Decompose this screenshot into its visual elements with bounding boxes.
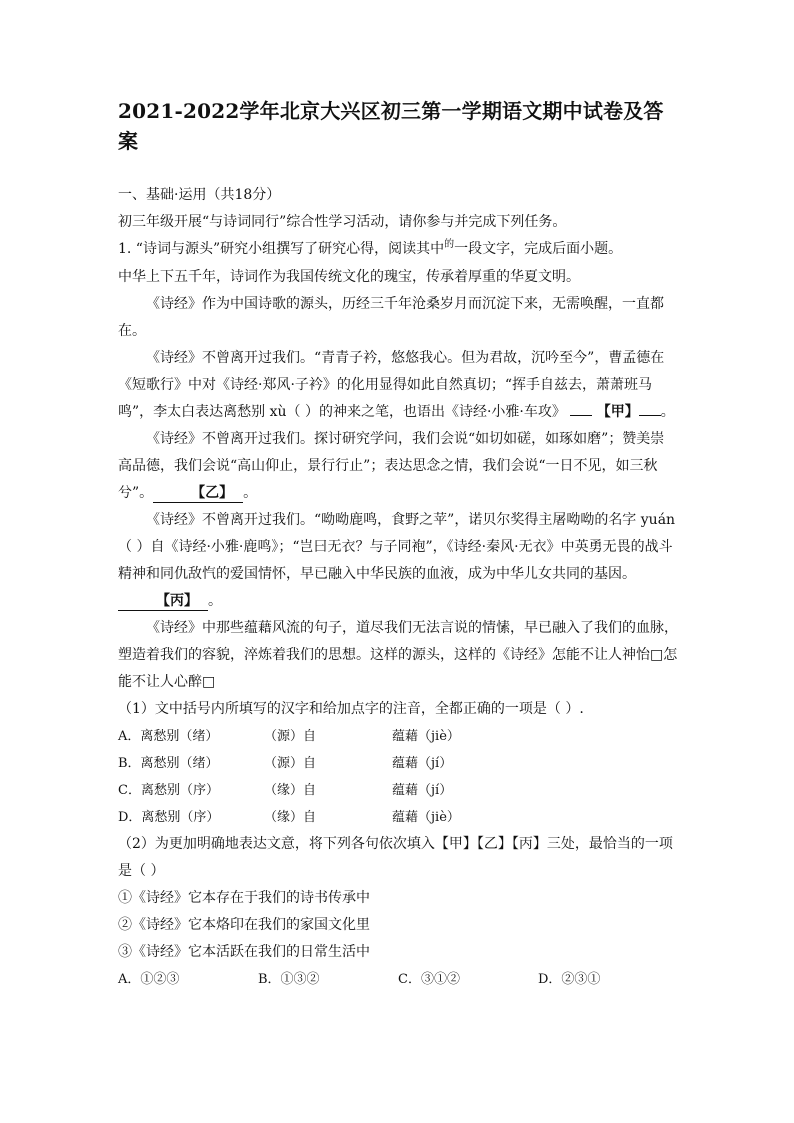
- section-intro: 初三年级开展“与诗词同行”综合性学习活动，请你参与并完成下列任务。: [118, 214, 567, 230]
- passage-paragraph-3: [118, 426, 678, 507]
- passage-paragraph-2: [118, 345, 678, 426]
- period: 。: [660, 404, 675, 420]
- option-row[interactable]: [118, 777, 678, 804]
- option-c-part1: C．离愁别（序）: [118, 783, 219, 798]
- sentence-3: ③《诗经》它本活跃在我们的日常生活中: [118, 944, 370, 960]
- page-title: 2021-2022学年北京大兴区初三第一学期语文期中试卷及答案: [118, 99, 664, 153]
- passage-paragraph-5: 《诗经》中那些蕴藉风流的句子，道尽我们无法言说的情愫，早已融入了我们的血脉，塑造着我们的容貌，淬炼着我们的思想。这样的源头，这样的《诗经》怎能不让人神怡□怎能不让人心醉□: [118, 620, 678, 690]
- stem-text: 1. “诗词与源头”研究小组撰写了研究心得，阅读其中: [118, 241, 445, 257]
- paragraph-text: 《诗经》不曾离开过我们。“青青子衿，悠悠我心。但为君故，沉吟至今”，曹孟德在《短歌行》中对《诗经·郑风·子衿》的化用显得如此自然真切；“挥手自兹去，萧萧班马鸣”，李太白表达离愁别 xù（ ）的神来之笔，也语出《诗经·小雅·车攻》: [118, 350, 665, 420]
- option-a-part2: （源）自: [264, 729, 317, 744]
- sub-question-1-options: [118, 723, 678, 831]
- blank-line: [639, 415, 661, 416]
- sub-question-1: （1）文中括号内所填写的汉字和给加点字的注音，全都正确的一项是（ ）.: [118, 701, 584, 717]
- option-d-part2: （缘）自: [264, 810, 317, 825]
- option-row[interactable]: [118, 750, 678, 777]
- paragraph-text: 《诗经》不曾离开过我们。“呦呦鹿鸣，食野之苹”，诺贝尔奖得主屠呦呦的名字 yuán（ ）自《诗经·小雅·鹿鸣》；“岂曰无衣？与子同袍”，《诗经·秦风·无衣》中英勇无畏的战斗精神和同仇敌忾的爱国情怀，早已融入中华民族的血液，成为中华儿女共同的基因。: [118, 512, 676, 582]
- exam-page: [118, 96, 678, 993]
- stem-text-end: 一段文字，完成后面小题。: [454, 241, 623, 257]
- period: 。: [208, 593, 222, 609]
- option-c-part3: 蕴藉（jí）: [392, 783, 453, 798]
- option-c-part2: （缘）自: [264, 783, 317, 798]
- question-1-stem: [118, 236, 678, 264]
- sentence-1: ①《诗经》它本存在于我们的诗书传承中: [118, 890, 370, 906]
- stem-superscript: 的: [444, 239, 455, 250]
- option-b-part3: 蕴藉（jí）: [392, 756, 453, 771]
- option-d-part1: D．离愁别（序）: [118, 810, 220, 825]
- option-b-part1: B．离愁别（绪）: [118, 756, 219, 771]
- passage-line-1: 中华上下五千年，诗词作为我国传统文化的瑰宝，传承着厚重的华夏文明。: [118, 269, 580, 285]
- passage-paragraph-4: [118, 507, 678, 615]
- answer-b[interactable]: B．①③②: [258, 972, 320, 987]
- section-heading: 一、基础·运用（共18分）: [118, 187, 281, 203]
- sub-question-2-answers: [118, 966, 678, 993]
- passage-paragraph-1: 《诗经》作为中国诗歌的源头，历经三千年沧桑岁月而沉淀下来，无需唤醒，一直都在。: [118, 296, 664, 339]
- sentence-2: ②《诗经》它本烙印在我们的家国文化里: [118, 917, 370, 933]
- blank-jia: 【甲】: [596, 404, 639, 420]
- answer-a[interactable]: A．①②③: [118, 972, 180, 987]
- answer-c[interactable]: C．③①②: [398, 972, 460, 987]
- option-d-part3: 蕴藉（jiè）: [392, 810, 460, 825]
- option-b-part2: （源）自: [264, 756, 317, 771]
- sub-question-2: （2）为更加明确地表达文意，将下列各句依次填入【甲】【乙】【丙】三处，最恰当的一项是（ ）: [118, 836, 673, 879]
- blank-yi: [153, 484, 243, 503]
- blank-bing-label: 【丙】: [156, 593, 198, 609]
- period: 。: [243, 485, 258, 501]
- option-row[interactable]: [118, 804, 678, 831]
- option-row[interactable]: [118, 723, 678, 750]
- option-a-part3: 蕴藉（jiè）: [392, 729, 460, 744]
- option-a-part1: A．离愁别（绪）: [118, 729, 219, 744]
- paragraph-text: 《诗经》不曾离开过我们。探讨研究学问，我们会说“如切如磋，如琢如磨”；赞美崇高品德，我们会说“高山仰止，景行行止”；表达思念之情，我们会说“一日不见，如三秋兮”。: [118, 431, 665, 501]
- blank-yi-label: 【乙】: [191, 485, 234, 501]
- answer-d[interactable]: D．②③①: [538, 972, 601, 987]
- blank-line: [570, 415, 592, 416]
- blank-bing: [118, 592, 208, 611]
